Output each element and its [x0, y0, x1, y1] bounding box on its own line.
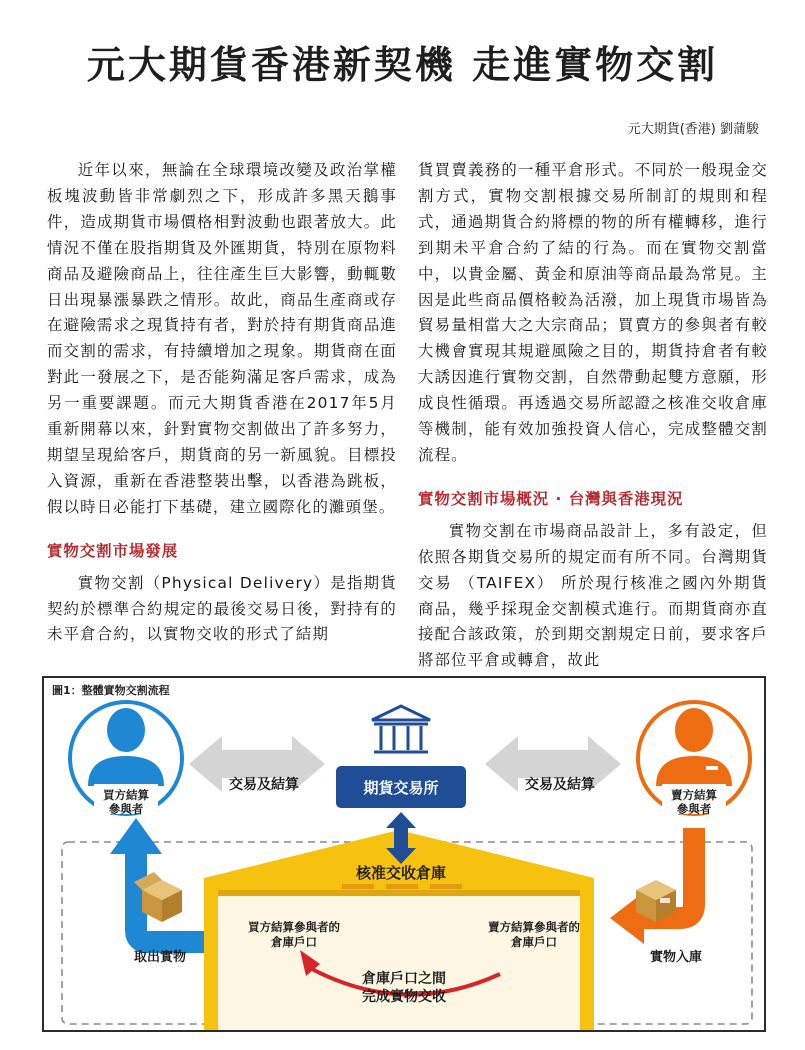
trade-settle-right-label: 交易及結算: [525, 777, 595, 793]
take-out-label: 取出實物: [133, 950, 186, 965]
buyer-account-label: 買方結算參與者的 倉庫戶口: [248, 920, 340, 949]
figure-caption: 圖1：整體實物交割流程: [52, 684, 170, 697]
put-in-label: 實物入庫: [649, 950, 702, 965]
right-column: [418, 158, 768, 674]
left-column: [47, 158, 397, 648]
article-author: 元大期貨(香港) 劉蒲駿: [627, 122, 759, 137]
delivery-flow-figure: [42, 676, 766, 1032]
seller-label: 賣方結算 參與者: [671, 788, 717, 816]
section-heading: 實物交割市場發展: [47, 541, 179, 560]
article-title: 元大期貨香港新契機 走進實物交割: [86, 43, 719, 87]
bank-icon: [372, 706, 430, 752]
paragraph: 實物交割在市場商品設計上，多有設定，但依照各期貨交易所的規定而有所不同。台灣期貨交易 （TAIFEX） 所於現行核准之國內外期貨商品，幾乎採現金交割模式進行。而期貨商亦直接配合該政策，於到期交割規定日前，要求客戶將部位平倉或轉倉，故此: [418, 521, 768, 670]
paragraph: 近年以來，無論在全球環境改變及政治掌權板塊波動皆非常劇烈之下，形成許多黑天鵝事件，造成期貨市場價格相對波動也跟著放大。此情況不僅在股指期貨及外匯期貨，特別在原物料商品及避險商品上，往往產生巨大影響，動輒數日出現暴漲暴跌之情形。故此，商品生產商或存在避險需求之現貨持有者，對於持有期貨商品進而交割的需求，有持續增加之現象。期貨商在面對此一發展之下，是否能夠滿足客戶需求，成為另一重要課題。而元大期貨香港在2017年5月重新開幕以來，針對實物交割做出了許多努力，期望呈現給客戶，期貨商的另一新風貌。目標投入資源，重新在香港整裝出擊，以香港為跳板，假以時日必能打下基礎，建立國際化的灘頭堡。: [47, 161, 397, 516]
transfer-label: 倉庫戶口之間 完成實物交收: [362, 971, 446, 1005]
seller-account-label: 賣方結算參與者的 倉庫戶口: [488, 920, 580, 949]
exchange-label: 期貨交易所: [363, 779, 439, 797]
buyer-label: 買方結算 參與者: [103, 788, 149, 816]
section-heading: 實物交割市場概況 · 台灣與香港現況: [418, 489, 684, 508]
paragraph: 實物交割（Physical Delivery）是指期貨契約於標準合約規定的最後交易日後，對持有的未平倉合約，以實物交收的形式了結期: [47, 573, 397, 644]
paragraph: 貨買賣義務的一種平倉形式。不同於一般現金交割方式，實物交割根據交易所制訂的規則和程式，通過期貨合約將標的物的所有權轉移，進行到期未平倉合約了結的行為。而在實物交割當中，以貴金屬、黃金和原油等商品最為常見。主因是此些商品價格較為活潑，加上現貨市場皆為貿易量相當大之大宗商品；買賣方的參與者有較大機會實現其規避風險之目的，期貨持倉者有較大誘因進行實物交割，自然帶動起雙方意願，形成良性循環。再透過交易所認證之核准交收倉庫等機制，能有效加強投資人信心，完成整體交割流程。: [418, 161, 768, 464]
warehouse-label: 核准交收倉庫: [355, 864, 446, 882]
trade-settle-left-label: 交易及結算: [229, 777, 299, 793]
